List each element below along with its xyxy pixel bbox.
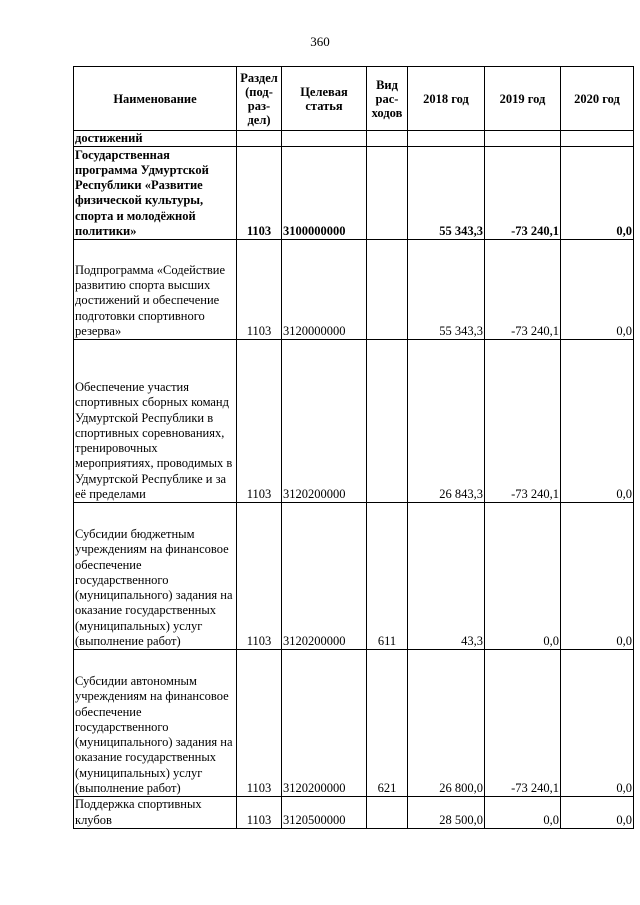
- row-name: Субсидии автономным учреждениям на финансовое обеспечение государственного (муниципального) задания на оказание государственных (муниципальных) услуг (выполнение работ): [74, 650, 237, 797]
- row-2020: 0,0: [561, 147, 634, 240]
- row-section: 1103: [237, 147, 282, 240]
- header-section: Раздел (под- раз- дел): [237, 67, 282, 131]
- row-target: [282, 131, 367, 147]
- row-2019: -73 240,1: [485, 340, 561, 503]
- row-section: 1103: [237, 650, 282, 797]
- row-2020: [561, 131, 634, 147]
- row-2018: 28 500,0: [408, 797, 485, 829]
- row-2019: 0,0: [485, 797, 561, 829]
- row-target: 3120000000: [282, 240, 367, 340]
- row-section: 1103: [237, 340, 282, 503]
- row-section: 1103: [237, 797, 282, 829]
- row-type: [367, 340, 408, 503]
- row-name: Субсидии бюджетным учреждениям на финансовое обеспечение государственного (муниципального) задания на оказание государственных (муниципальных) услуг (выполнение работ): [74, 503, 237, 650]
- row-section: 1103: [237, 240, 282, 340]
- row-2020: 0,0: [561, 503, 634, 650]
- row-2019: [485, 131, 561, 147]
- table-body: [74, 131, 634, 829]
- row-2020: 0,0: [561, 797, 634, 829]
- budget-table: [73, 66, 634, 829]
- row-section: 1103: [237, 503, 282, 650]
- header-name: Наименование: [74, 67, 237, 131]
- row-2018: 26 800,0: [408, 650, 485, 797]
- row-target: 3100000000: [282, 147, 367, 240]
- row-2020: 0,0: [561, 650, 634, 797]
- header-2018: 2018 год: [408, 67, 485, 131]
- table-header-row: [74, 67, 634, 131]
- row-type: [367, 147, 408, 240]
- row-type: 611: [367, 503, 408, 650]
- row-2018: 55 343,3: [408, 147, 485, 240]
- table-row: [74, 340, 634, 503]
- row-target: 3120200000: [282, 503, 367, 650]
- row-2020: 0,0: [561, 240, 634, 340]
- table-row: [74, 240, 634, 340]
- table-row: [74, 503, 634, 650]
- table-row: [74, 797, 634, 829]
- row-name: Государственная программа Удмуртской Республики «Развитие физической культуры, спорта и молодёжной политики»: [74, 147, 237, 240]
- row-name: достижений: [74, 131, 237, 147]
- row-name: Подпрограмма «Содействие развитию спорта высших достижений и обеспечение подготовки спортивного резерва»: [74, 240, 237, 340]
- row-target: 3120200000: [282, 340, 367, 503]
- row-target: 3120500000: [282, 797, 367, 829]
- row-2018: 55 343,3: [408, 240, 485, 340]
- row-section: [237, 131, 282, 147]
- row-2019: 0,0: [485, 503, 561, 650]
- table-row: [74, 147, 634, 240]
- row-type: [367, 240, 408, 340]
- row-2019: -73 240,1: [485, 650, 561, 797]
- table-row: [74, 131, 634, 147]
- row-type: 621: [367, 650, 408, 797]
- row-2019: -73 240,1: [485, 147, 561, 240]
- row-2018: 43,3: [408, 503, 485, 650]
- header-expense-type: Вид рас- ходов: [367, 67, 408, 131]
- row-name: Обеспечение участия спортивных сборных команд Удмуртской Республики в спортивных соревнованиях, тренировочных мероприятиях, проводимых в Удмуртской Республике и за её пределами: [74, 340, 237, 503]
- header-2020: 2020 год: [561, 67, 634, 131]
- row-2019: -73 240,1: [485, 240, 561, 340]
- row-target: 3120200000: [282, 650, 367, 797]
- row-type: [367, 131, 408, 147]
- table-row: [74, 650, 634, 797]
- row-name: Поддержка спортивных клубов: [74, 797, 237, 829]
- row-2020: 0,0: [561, 340, 634, 503]
- page-number: 360: [310, 34, 330, 49]
- row-type: [367, 797, 408, 829]
- row-2018: [408, 131, 485, 147]
- header-target-article: Целевая статья: [282, 67, 367, 131]
- row-2018: 26 843,3: [408, 340, 485, 503]
- header-2019: 2019 год: [485, 67, 561, 131]
